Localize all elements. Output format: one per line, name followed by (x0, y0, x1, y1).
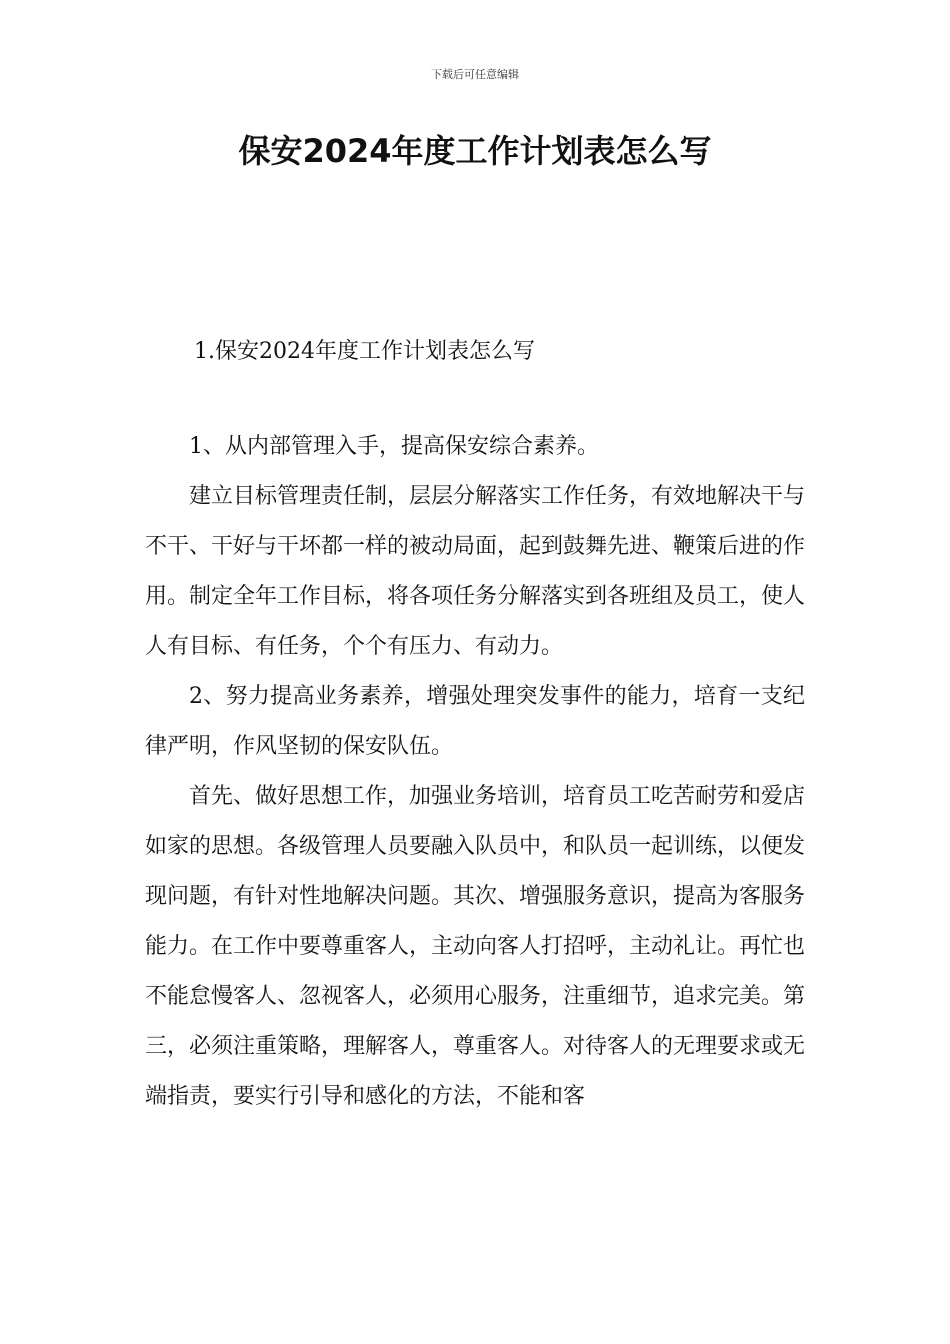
paragraph: 1、从内部管理入手，提高保安综合素养。 (189, 434, 599, 459)
paragraph: 2、努力提高业务素养，增强处理突发事件的能力，培育一支纪律严明，作风坚韧的保安队伍。 (145, 684, 805, 759)
document-title: 保安2024年度工作计划表怎么写 (238, 132, 712, 170)
header-note: 下载后可任意编辑 (431, 68, 519, 81)
paragraph: 首先、做好思想工作，加强业务培训，培育员工吃苦耐劳和爱店如家的思想。各级管理人员要融入队员中，和队员一起训练，以便发现问题，有针对性地解决问题。其次、增强服务意识，提高为客服务能力。在工作中要尊重客人，主动向客人打招呼，主动礼让。再忙也不能怠慢客人、忽视客人，必须用心服务，注重细节，追求完美。第三，必须注重策略，理解客人，尊重客人。对待客人的无理要求或无端指责，要实行引导和感化的方法，不能和客 (145, 784, 806, 1109)
paragraph: 建立目标管理责任制，层层分解落实工作任务，有效地解决干与不干、干好与干坏都一样的被动局面，起到鼓舞先进、鞭策后进的作用。制定全年工作目标，将各项任务分解落实到各班组及员工，使人人有目标、有任务，个个有压力、有动力。 (145, 484, 806, 659)
document-body (145, 422, 805, 1122)
section-heading: 1.保安2024年度工作计划表怎么写 (194, 339, 535, 364)
